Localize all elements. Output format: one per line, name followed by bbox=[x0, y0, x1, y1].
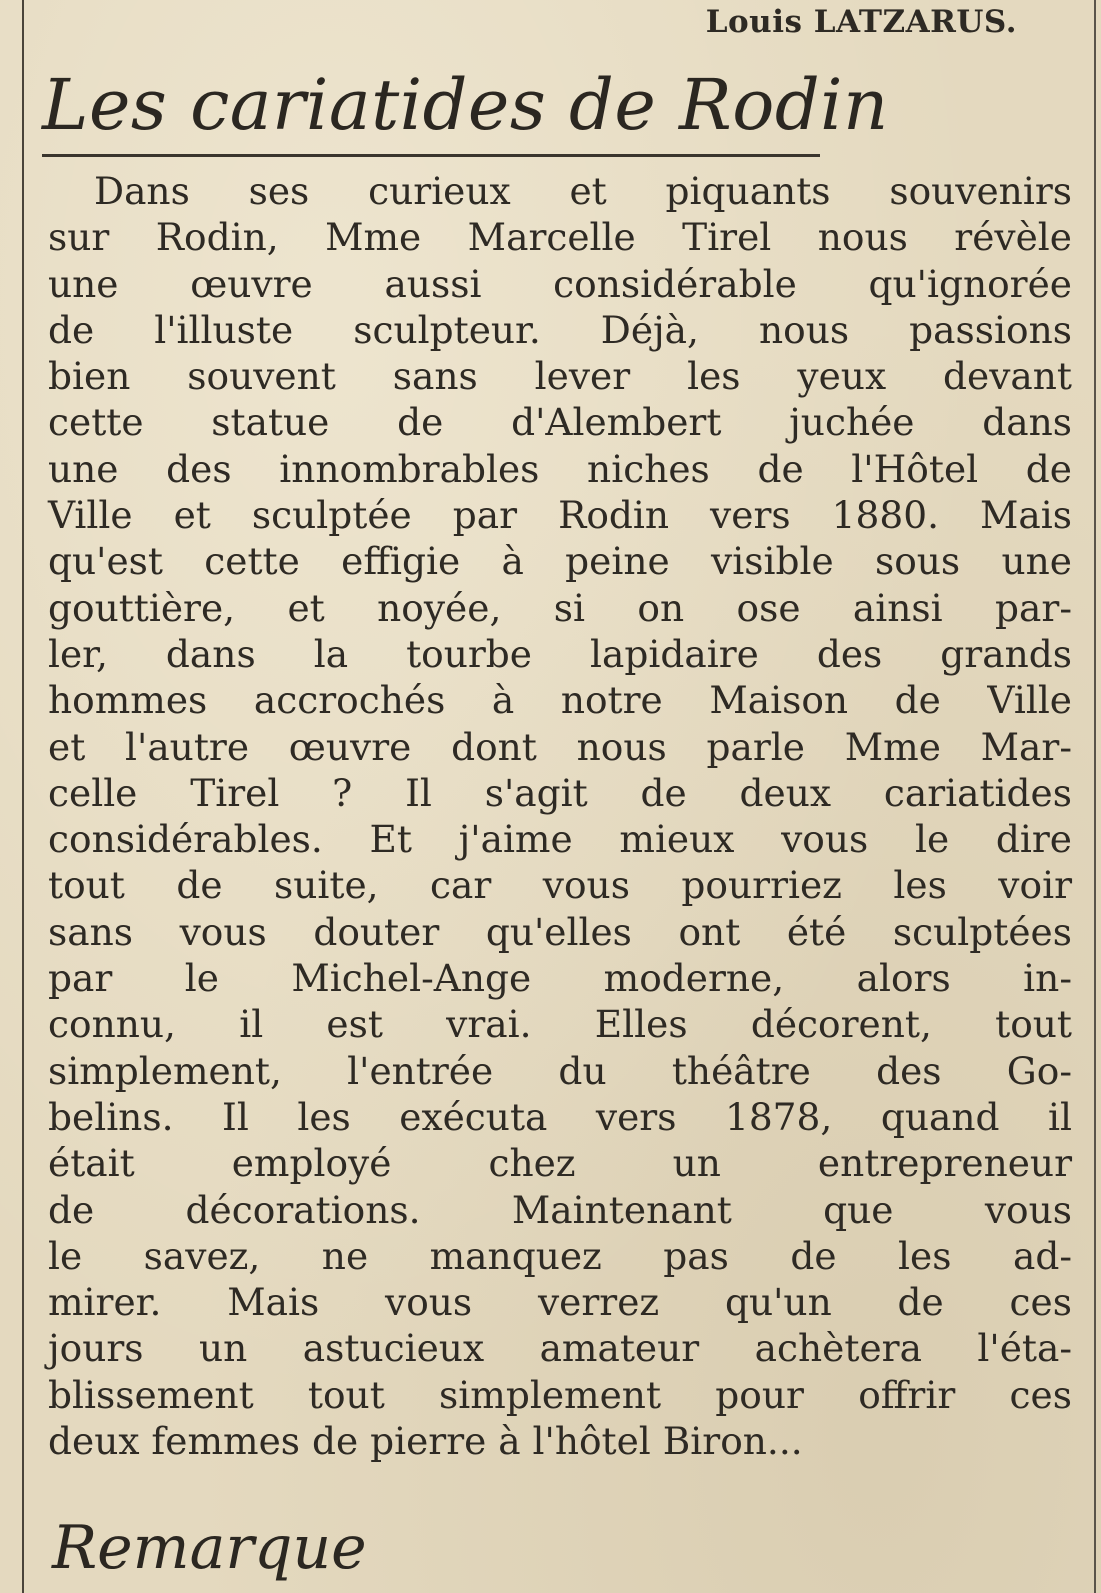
body-line: connu, il est vrai. Elles décorent, tout bbox=[48, 1002, 1072, 1047]
column-rule-left bbox=[22, 0, 24, 1593]
title-underline bbox=[42, 154, 820, 157]
body-line: blissement tout simplement pour offrir ces bbox=[48, 1372, 1072, 1417]
next-section-title: Remarque bbox=[52, 1513, 367, 1583]
body-line: de décorations. Maintenant que vous bbox=[48, 1187, 1072, 1232]
body-line: était employé chez un entrepreneur bbox=[48, 1141, 1072, 1186]
body-line: sans vous douter qu'elles ont été sculptées bbox=[48, 909, 1072, 954]
article-title: Les cariatides de Rodin bbox=[42, 64, 889, 146]
body-line: par le Michel-Ange moderne, alors in- bbox=[48, 956, 1072, 1001]
body-line: Dans ses curieux et piquants souvenirs bbox=[94, 169, 1072, 213]
body-line: hommes accrochés à notre Maison de Ville bbox=[48, 678, 1072, 723]
body-line: et l'autre œuvre dont nous parle Mme Mar- bbox=[48, 724, 1072, 769]
body-line: jours un astucieux amateur achètera l'éta- bbox=[48, 1326, 1072, 1371]
body-line: considérables. Et j'aime mieux vous le dire bbox=[48, 817, 1072, 862]
body-line: sur Rodin, Mme Marcelle Tirel nous révèle bbox=[48, 215, 1072, 260]
body-line: de l'illuste sculpteur. Déjà, nous passions bbox=[48, 307, 1072, 352]
body-line: ler, dans la tourbe lapidaire des grands bbox=[48, 631, 1072, 676]
body-line: Ville et sculptée par Rodin vers 1880. Mais bbox=[48, 493, 1072, 538]
body-line: mirer. Mais vous verrez qu'un de ces bbox=[48, 1280, 1072, 1325]
body-line: bien souvent sans lever les yeux devant bbox=[48, 354, 1072, 399]
body-line: simplement, l'entrée du théâtre des Go- bbox=[48, 1048, 1072, 1093]
article-body bbox=[48, 168, 1072, 1464]
body-line: cette statue de d'Alembert juchée dans bbox=[48, 400, 1072, 445]
body-line: celle Tirel ? Il s'agit de deux cariatides bbox=[48, 770, 1072, 815]
body-line: gouttière, et noyée, si on ose ainsi par- bbox=[48, 585, 1072, 630]
body-line: une des innombrables niches de l'Hôtel de bbox=[48, 446, 1072, 491]
body-line: qu'est cette effigie à peine visible sous une bbox=[48, 539, 1072, 584]
body-line: deux femmes de pierre à l'hôtel Biron... bbox=[48, 1419, 803, 1464]
body-line: une œuvre aussi considérable qu'ignorée bbox=[48, 261, 1072, 306]
body-line: tout de suite, car vous pourriez les voir bbox=[48, 863, 1072, 908]
author-byline: Louis LATZARUS. bbox=[705, 4, 1017, 40]
body-line: belins. Il les exécuta vers 1878, quand il bbox=[48, 1094, 1072, 1139]
body-line: le savez, ne manquez pas de les ad- bbox=[48, 1233, 1072, 1278]
column-rule-right bbox=[1094, 0, 1096, 1593]
